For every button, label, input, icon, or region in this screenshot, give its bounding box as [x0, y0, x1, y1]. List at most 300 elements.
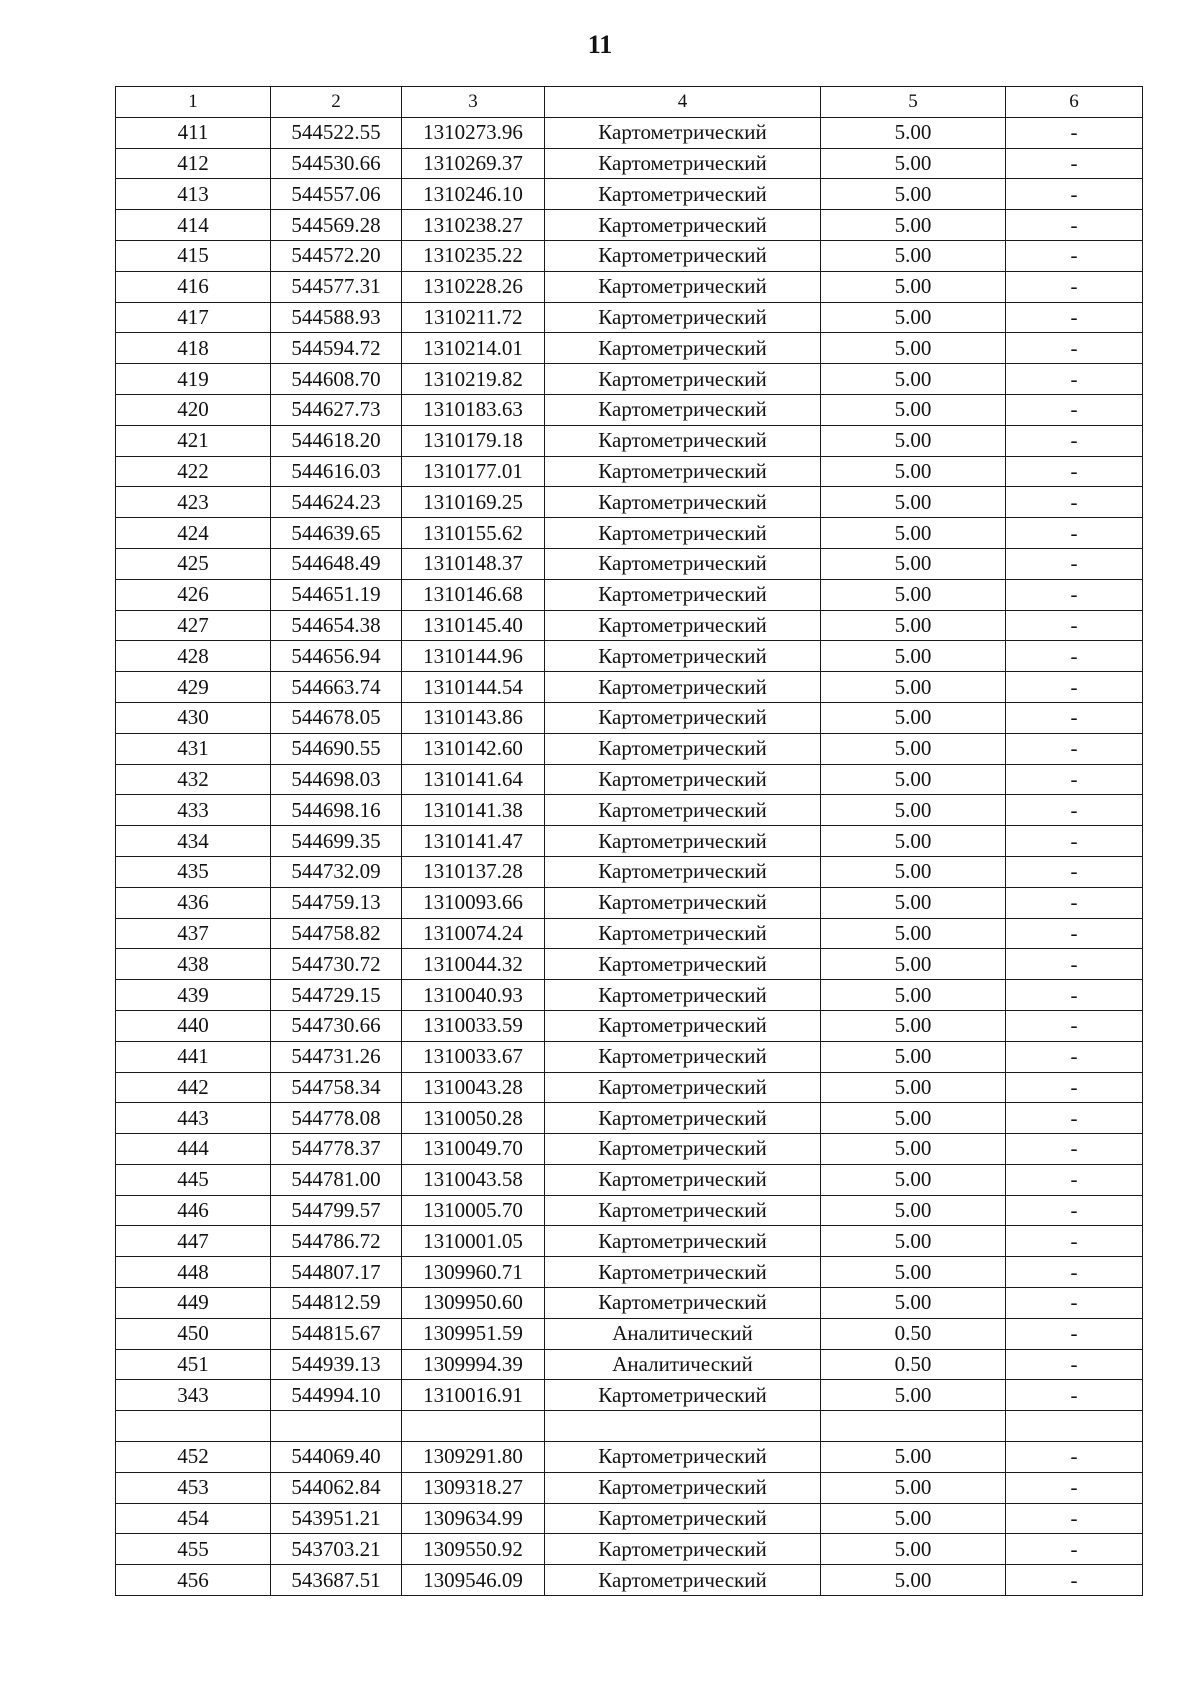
y-coordinate-cell: 1310001.05 [402, 1226, 545, 1257]
table-row [116, 364, 1143, 395]
y-coordinate-cell: 1310146.68 [402, 579, 545, 610]
column-header: 2 [271, 87, 402, 118]
method-cell: Картометрический [545, 887, 821, 918]
note-cell: - [1006, 548, 1143, 579]
y-coordinate-cell: 1310044.32 [402, 949, 545, 980]
note-cell: - [1006, 733, 1143, 764]
accuracy-cell [821, 1411, 1006, 1442]
accuracy-cell: 5.00 [821, 641, 1006, 672]
point-number-cell: 438 [116, 949, 271, 980]
y-coordinate-cell: 1310269.37 [402, 148, 545, 179]
point-number-cell: 452 [116, 1442, 271, 1473]
method-cell: Картометрический [545, 826, 821, 857]
table-row [116, 1134, 1143, 1165]
note-cell: - [1006, 1442, 1143, 1473]
x-coordinate-cell: 544678.05 [271, 702, 402, 733]
x-coordinate-cell: 544812.59 [271, 1288, 402, 1319]
accuracy-cell: 5.00 [821, 456, 1006, 487]
table-row [116, 425, 1143, 456]
y-coordinate-cell: 1310143.86 [402, 702, 545, 733]
table-row [116, 1072, 1143, 1103]
note-cell: - [1006, 1349, 1143, 1380]
point-number-cell: 436 [116, 887, 271, 918]
note-cell: - [1006, 702, 1143, 733]
method-cell: Картометрический [545, 518, 821, 549]
table-row [116, 764, 1143, 795]
point-number-cell: 423 [116, 487, 271, 518]
method-cell: Картометрический [545, 1534, 821, 1565]
point-number-cell: 422 [116, 456, 271, 487]
table-row [116, 487, 1143, 518]
note-cell: - [1006, 918, 1143, 949]
x-coordinate-cell: 544731.26 [271, 1041, 402, 1072]
y-coordinate-cell: 1309634.99 [402, 1503, 545, 1534]
accuracy-cell: 5.00 [821, 425, 1006, 456]
table-row [116, 240, 1143, 271]
note-cell: - [1006, 271, 1143, 302]
accuracy-cell: 5.00 [821, 764, 1006, 795]
table-row [116, 1442, 1143, 1473]
point-number-cell: 425 [116, 548, 271, 579]
method-cell: Аналитический [545, 1349, 821, 1380]
point-number-cell: 428 [116, 641, 271, 672]
method-cell: Картометрический [545, 487, 821, 518]
y-coordinate-cell: 1310238.27 [402, 210, 545, 241]
method-cell: Картометрический [545, 795, 821, 826]
y-coordinate-cell: 1309291.80 [402, 1442, 545, 1473]
table-row [116, 1472, 1143, 1503]
y-coordinate-cell: 1310040.93 [402, 980, 545, 1011]
accuracy-cell: 5.00 [821, 918, 1006, 949]
accuracy-cell: 5.00 [821, 1134, 1006, 1165]
x-coordinate-cell: 543703.21 [271, 1534, 402, 1565]
x-coordinate-cell: 544572.20 [271, 240, 402, 271]
accuracy-cell: 5.00 [821, 1442, 1006, 1473]
header-row [116, 87, 1143, 118]
point-number-cell: 437 [116, 918, 271, 949]
table-row [116, 1380, 1143, 1411]
method-cell: Картометрический [545, 1442, 821, 1473]
y-coordinate-cell: 1310137.28 [402, 856, 545, 887]
method-cell: Картометрический [545, 1134, 821, 1165]
accuracy-cell: 5.00 [821, 240, 1006, 271]
method-cell: Картометрический [545, 702, 821, 733]
x-coordinate-cell: 544786.72 [271, 1226, 402, 1257]
x-coordinate-cell: 544698.16 [271, 795, 402, 826]
accuracy-cell: 5.00 [821, 1103, 1006, 1134]
note-cell [1006, 1411, 1143, 1442]
x-coordinate-cell: 544557.06 [271, 179, 402, 210]
note-cell: - [1006, 1226, 1143, 1257]
note-cell: - [1006, 1072, 1143, 1103]
x-coordinate-cell: 544939.13 [271, 1349, 402, 1380]
note-cell: - [1006, 1134, 1143, 1165]
method-cell [545, 1411, 821, 1442]
method-cell: Картометрический [545, 1103, 821, 1134]
point-number-cell: 445 [116, 1164, 271, 1195]
accuracy-cell: 5.00 [821, 1195, 1006, 1226]
y-coordinate-cell: 1310183.63 [402, 394, 545, 425]
method-cell: Картометрический [545, 764, 821, 795]
x-coordinate-cell: 544627.73 [271, 394, 402, 425]
y-coordinate-cell: 1310050.28 [402, 1103, 545, 1134]
method-cell: Картометрический [545, 1195, 821, 1226]
y-coordinate-cell: 1310093.66 [402, 887, 545, 918]
x-coordinate-cell: 544729.15 [271, 980, 402, 1011]
note-cell: - [1006, 1534, 1143, 1565]
accuracy-cell: 5.00 [821, 733, 1006, 764]
x-coordinate-cell: 544759.13 [271, 887, 402, 918]
method-cell: Картометрический [545, 210, 821, 241]
point-number-cell: 414 [116, 210, 271, 241]
x-coordinate-cell: 544698.03 [271, 764, 402, 795]
x-coordinate-cell: 544588.93 [271, 302, 402, 333]
accuracy-cell: 5.00 [821, 302, 1006, 333]
method-cell: Картометрический [545, 1010, 821, 1041]
table-row [116, 1103, 1143, 1134]
note-cell: - [1006, 425, 1143, 456]
point-number-cell: 412 [116, 148, 271, 179]
table-row [116, 394, 1143, 425]
y-coordinate-cell: 1309950.60 [402, 1288, 545, 1319]
method-cell: Картометрический [545, 1041, 821, 1072]
table-row [116, 548, 1143, 579]
method-cell: Картометрический [545, 271, 821, 302]
x-coordinate-cell: 544594.72 [271, 333, 402, 364]
point-number-cell: 413 [116, 179, 271, 210]
point-number-cell: 424 [116, 518, 271, 549]
x-coordinate-cell: 544778.37 [271, 1134, 402, 1165]
table-row [116, 1565, 1143, 1596]
y-coordinate-cell: 1310273.96 [402, 117, 545, 148]
point-number-cell: 440 [116, 1010, 271, 1041]
point-number-cell: 420 [116, 394, 271, 425]
page-number: 11 [587, 30, 613, 59]
x-coordinate-cell: 543687.51 [271, 1565, 402, 1596]
y-coordinate-cell: 1310142.60 [402, 733, 545, 764]
accuracy-cell: 5.00 [821, 1010, 1006, 1041]
point-number-cell: 427 [116, 610, 271, 641]
table-row [116, 826, 1143, 857]
accuracy-cell: 5.00 [821, 1257, 1006, 1288]
method-cell: Картометрический [545, 1503, 821, 1534]
y-coordinate-cell: 1310005.70 [402, 1195, 545, 1226]
table-row [116, 641, 1143, 672]
accuracy-cell: 5.00 [821, 271, 1006, 302]
point-number-cell: 447 [116, 1226, 271, 1257]
note-cell: - [1006, 826, 1143, 857]
accuracy-cell: 5.00 [821, 1164, 1006, 1195]
x-coordinate-cell: 544616.03 [271, 456, 402, 487]
note-cell: - [1006, 1195, 1143, 1226]
x-coordinate-cell: 544648.49 [271, 548, 402, 579]
table-row [116, 856, 1143, 887]
table-row [116, 1349, 1143, 1380]
y-coordinate-cell: 1310145.40 [402, 610, 545, 641]
note-cell: - [1006, 1041, 1143, 1072]
accuracy-cell: 5.00 [821, 702, 1006, 733]
note-cell: - [1006, 179, 1143, 210]
accuracy-cell: 5.00 [821, 672, 1006, 703]
method-cell: Картометрический [545, 1164, 821, 1195]
method-cell: Картометрический [545, 394, 821, 425]
table-row [116, 1503, 1143, 1534]
point-number-cell: 443 [116, 1103, 271, 1134]
note-cell: - [1006, 1503, 1143, 1534]
point-number-cell: 454 [116, 1503, 271, 1534]
point-number-cell: 434 [116, 826, 271, 857]
point-number-cell: 450 [116, 1318, 271, 1349]
table-row [116, 887, 1143, 918]
method-cell: Картометрический [545, 1565, 821, 1596]
x-coordinate-cell: 544690.55 [271, 733, 402, 764]
point-number-cell: 453 [116, 1472, 271, 1503]
note-cell: - [1006, 1472, 1143, 1503]
table-row [116, 733, 1143, 764]
note-cell: - [1006, 1103, 1143, 1134]
method-cell: Картометрический [545, 641, 821, 672]
accuracy-cell: 5.00 [821, 487, 1006, 518]
note-cell: - [1006, 795, 1143, 826]
point-number-cell: 417 [116, 302, 271, 333]
method-cell: Картометрический [545, 333, 821, 364]
point-number-cell: 435 [116, 856, 271, 887]
point-number-cell: 429 [116, 672, 271, 703]
accuracy-cell: 5.00 [821, 1288, 1006, 1319]
x-coordinate-cell: 544815.67 [271, 1318, 402, 1349]
y-coordinate-cell: 1310043.28 [402, 1072, 545, 1103]
point-number-cell: 431 [116, 733, 271, 764]
note-cell: - [1006, 1288, 1143, 1319]
y-coordinate-cell: 1310144.96 [402, 641, 545, 672]
accuracy-cell: 0.50 [821, 1318, 1006, 1349]
method-cell: Картометрический [545, 1380, 821, 1411]
point-number-cell: 343 [116, 1380, 271, 1411]
accuracy-cell: 5.00 [821, 949, 1006, 980]
y-coordinate-cell: 1310179.18 [402, 425, 545, 456]
point-number-cell: 416 [116, 271, 271, 302]
table-row [116, 148, 1143, 179]
note-cell: - [1006, 1565, 1143, 1596]
table-row [116, 1010, 1143, 1041]
x-coordinate-cell: 543951.21 [271, 1503, 402, 1534]
table-row [116, 302, 1143, 333]
y-coordinate-cell: 1310235.22 [402, 240, 545, 271]
x-coordinate-cell: 544699.35 [271, 826, 402, 857]
note-cell: - [1006, 456, 1143, 487]
x-coordinate-cell: 544639.65 [271, 518, 402, 549]
method-cell: Картометрический [545, 579, 821, 610]
note-cell: - [1006, 518, 1143, 549]
x-coordinate-cell [271, 1411, 402, 1442]
x-coordinate-cell: 544994.10 [271, 1380, 402, 1411]
note-cell: - [1006, 210, 1143, 241]
method-cell: Картометрический [545, 425, 821, 456]
table-row [116, 1164, 1143, 1195]
accuracy-cell: 5.00 [821, 117, 1006, 148]
note-cell: - [1006, 333, 1143, 364]
x-coordinate-cell: 544656.94 [271, 641, 402, 672]
y-coordinate-cell: 1310228.26 [402, 271, 545, 302]
note-cell: - [1006, 980, 1143, 1011]
y-coordinate-cell: 1310214.01 [402, 333, 545, 364]
x-coordinate-cell: 544730.72 [271, 949, 402, 980]
table-row [116, 1041, 1143, 1072]
column-header: 6 [1006, 87, 1143, 118]
x-coordinate-cell: 544062.84 [271, 1472, 402, 1503]
x-coordinate-cell: 544778.08 [271, 1103, 402, 1134]
accuracy-cell: 5.00 [821, 1380, 1006, 1411]
note-cell: - [1006, 302, 1143, 333]
point-number-cell: 442 [116, 1072, 271, 1103]
accuracy-cell: 5.00 [821, 333, 1006, 364]
point-number-cell: 433 [116, 795, 271, 826]
accuracy-cell: 5.00 [821, 394, 1006, 425]
method-cell: Картометрический [545, 733, 821, 764]
note-cell: - [1006, 487, 1143, 518]
method-cell: Картометрический [545, 364, 821, 395]
method-cell: Картометрический [545, 148, 821, 179]
table-row [116, 1195, 1143, 1226]
table-row [116, 610, 1143, 641]
y-coordinate-cell: 1310141.38 [402, 795, 545, 826]
y-coordinate-cell: 1309550.92 [402, 1534, 545, 1565]
point-number-cell: 455 [116, 1534, 271, 1565]
method-cell: Картометрический [545, 918, 821, 949]
method-cell: Картометрический [545, 179, 821, 210]
table-row [116, 117, 1143, 148]
table-row [116, 1534, 1143, 1565]
table-row [116, 1411, 1143, 1442]
point-number-cell: 419 [116, 364, 271, 395]
point-number-cell: 430 [116, 702, 271, 733]
table-row [116, 1226, 1143, 1257]
accuracy-cell: 5.00 [821, 364, 1006, 395]
accuracy-cell: 5.00 [821, 887, 1006, 918]
method-cell: Картометрический [545, 949, 821, 980]
point-number-cell: 449 [116, 1288, 271, 1319]
y-coordinate-cell: 1309951.59 [402, 1318, 545, 1349]
y-coordinate-cell: 1310246.10 [402, 179, 545, 210]
accuracy-cell: 5.00 [821, 795, 1006, 826]
y-coordinate-cell: 1310049.70 [402, 1134, 545, 1165]
accuracy-cell: 5.00 [821, 856, 1006, 887]
note-cell: - [1006, 1318, 1143, 1349]
method-cell: Картометрический [545, 456, 821, 487]
accuracy-cell: 5.00 [821, 518, 1006, 549]
accuracy-cell: 5.00 [821, 148, 1006, 179]
y-coordinate-cell: 1310141.47 [402, 826, 545, 857]
accuracy-cell: 5.00 [821, 1041, 1006, 1072]
accuracy-cell: 5.00 [821, 548, 1006, 579]
table-row [116, 949, 1143, 980]
x-coordinate-cell: 544654.38 [271, 610, 402, 641]
table-row [116, 333, 1143, 364]
note-cell: - [1006, 764, 1143, 795]
y-coordinate-cell: 1310033.59 [402, 1010, 545, 1041]
column-header: 5 [821, 87, 1006, 118]
x-coordinate-cell: 544069.40 [271, 1442, 402, 1473]
table-row [116, 672, 1143, 703]
accuracy-cell: 5.00 [821, 1072, 1006, 1103]
x-coordinate-cell: 544651.19 [271, 579, 402, 610]
accuracy-cell: 5.00 [821, 1503, 1006, 1534]
point-number-cell: 456 [116, 1565, 271, 1596]
column-header: 3 [402, 87, 545, 118]
point-number-cell: 418 [116, 333, 271, 364]
y-coordinate-cell: 1310141.64 [402, 764, 545, 795]
point-number-cell: 439 [116, 980, 271, 1011]
table-row [116, 1288, 1143, 1319]
note-cell: - [1006, 394, 1143, 425]
method-cell: Картометрический [545, 980, 821, 1011]
method-cell: Картометрический [545, 1288, 821, 1319]
y-coordinate-cell: 1310033.67 [402, 1041, 545, 1072]
x-coordinate-cell: 544608.70 [271, 364, 402, 395]
column-header: 4 [545, 87, 821, 118]
y-coordinate-cell: 1310177.01 [402, 456, 545, 487]
point-number-cell: 446 [116, 1195, 271, 1226]
accuracy-cell: 5.00 [821, 179, 1006, 210]
note-cell: - [1006, 641, 1143, 672]
method-cell: Картометрический [545, 672, 821, 703]
column-header: 1 [116, 87, 271, 118]
table-row [116, 1257, 1143, 1288]
point-number-cell: 441 [116, 1041, 271, 1072]
method-cell: Картометрический [545, 1226, 821, 1257]
y-coordinate-cell: 1310144.54 [402, 672, 545, 703]
x-coordinate-cell: 544530.66 [271, 148, 402, 179]
table-row [116, 518, 1143, 549]
method-cell: Картометрический [545, 117, 821, 148]
method-cell: Картометрический [545, 856, 821, 887]
x-coordinate-cell: 544781.00 [271, 1164, 402, 1195]
note-cell: - [1006, 672, 1143, 703]
accuracy-cell: 5.00 [821, 980, 1006, 1011]
note-cell: - [1006, 1257, 1143, 1288]
table-row [116, 179, 1143, 210]
method-cell: Аналитический [545, 1318, 821, 1349]
accuracy-cell: 5.00 [821, 1226, 1006, 1257]
point-number-cell: 444 [116, 1134, 271, 1165]
x-coordinate-cell: 544569.28 [271, 210, 402, 241]
note-cell: - [1006, 887, 1143, 918]
point-number-cell: 415 [116, 240, 271, 271]
x-coordinate-cell: 544522.55 [271, 117, 402, 148]
y-coordinate-cell: 1309546.09 [402, 1565, 545, 1596]
table-row [116, 702, 1143, 733]
y-coordinate-cell: 1310219.82 [402, 364, 545, 395]
y-coordinate-cell: 1310148.37 [402, 548, 545, 579]
accuracy-cell: 5.00 [821, 1565, 1006, 1596]
method-cell: Картометрический [545, 1072, 821, 1103]
table-body [116, 87, 1143, 1596]
y-coordinate-cell: 1310043.58 [402, 1164, 545, 1195]
note-cell: - [1006, 949, 1143, 980]
x-coordinate-cell: 544758.82 [271, 918, 402, 949]
coordinates-table [115, 86, 1143, 1596]
point-number-cell: 448 [116, 1257, 271, 1288]
y-coordinate-cell: 1310155.62 [402, 518, 545, 549]
note-cell: - [1006, 240, 1143, 271]
y-coordinate-cell: 1310016.91 [402, 1380, 545, 1411]
y-coordinate-cell: 1310169.25 [402, 487, 545, 518]
note-cell: - [1006, 856, 1143, 887]
note-cell: - [1006, 117, 1143, 148]
x-coordinate-cell: 544730.66 [271, 1010, 402, 1041]
x-coordinate-cell: 544577.31 [271, 271, 402, 302]
table-row [116, 579, 1143, 610]
